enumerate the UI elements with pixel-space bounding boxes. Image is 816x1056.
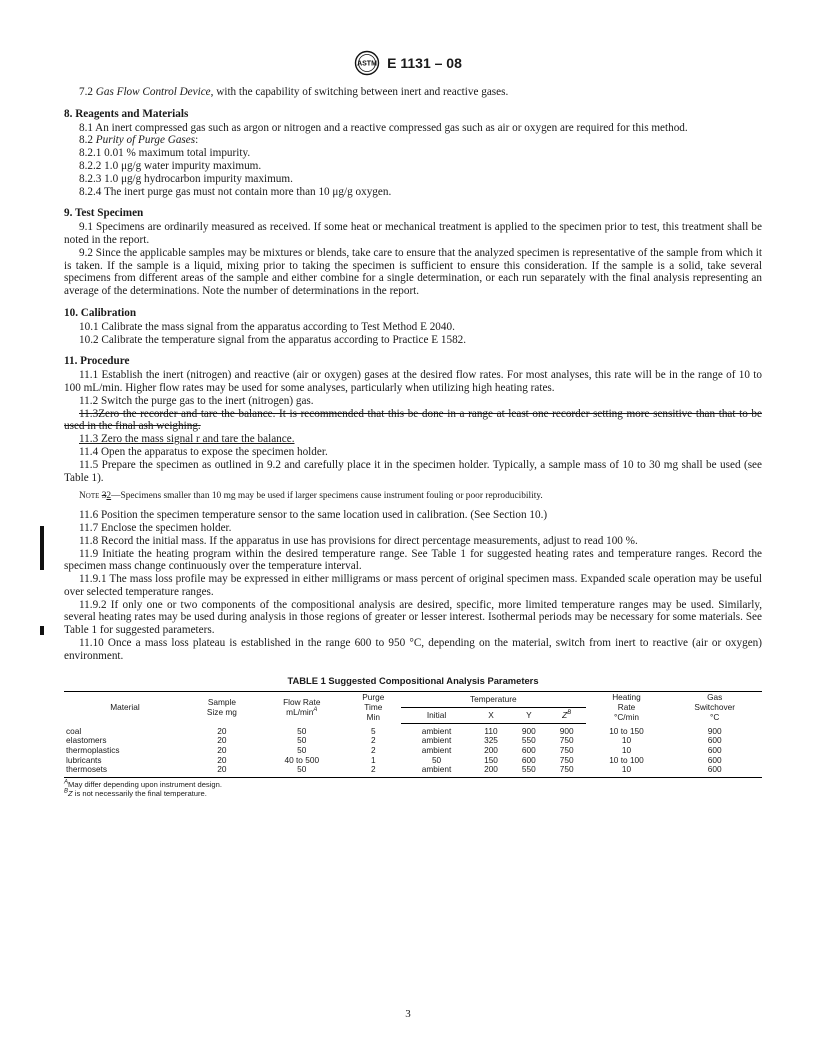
paragraph-11-5: 11.5 Prepare the specimen as outlined in 9.2 and carefully place it in the specimen holder. Typically, a sample mass of 10 to 30 mg shall be used (see Table 1). bbox=[64, 458, 762, 484]
paragraph-11-8: 11.8 Record the initial mass. If the apparatus in use has provisions for direct percentage measurements, adjust to read 100 %. bbox=[79, 534, 638, 547]
section-heading-11: 11. Procedure bbox=[64, 355, 130, 368]
paragraph-11-4: 11.4 Open the apparatus to expose the specimen holder. bbox=[79, 445, 328, 458]
document-content bbox=[64, 86, 762, 799]
astm-logo-icon bbox=[354, 50, 380, 76]
table-row: thermoplastics 20 50 2 ambient 200 600 750 10 600 bbox=[66, 744, 722, 755]
table-footnote-b: $^B$Z is not necessarily the final temperature. bbox=[64, 788, 207, 799]
table-footnote-a: $^A$May differ depending upon instrument design. bbox=[64, 779, 222, 789]
paragraph-11-10: 11.10 Once a mass loss plateau is established in the range 600 to 950 °C, depending on the material, switch from inert to reactive (air or oxygen) environment. bbox=[64, 637, 762, 662]
paragraph-8-2: 8.2 Purity of Purge Gases: bbox=[79, 134, 199, 147]
page-header bbox=[0, 50, 816, 76]
paragraph-8-2-3: 8.2.3 1.0 μg/g hydrocarbon impurity maximum. bbox=[79, 172, 293, 185]
paragraph-9-2: 9.2 Since the applicable samples may be mixtures or blends, take care to ensure that the analyzed specimen is representative of the sample from which it is taken. If the sample is a liquid, mixing prior to taking the specimen is sufficient to ensure this consideration. If the sample is a solid, take several specimens from different areas of the sample and either combine for a single determination, or each run separately with the final analysis representing an average of the determinations. Note the number of determinations in the report. bbox=[64, 246, 762, 298]
paragraph-11-7: 11.7 Enclose the specimen holder. bbox=[79, 521, 232, 534]
paragraph-8-2-2: 8.2.2 1.0 μg/g water impurity maximum. bbox=[79, 159, 262, 172]
paragraph-8-2-1: 8.2.1 0.01 % maximum total impurity. bbox=[79, 147, 251, 160]
section-heading-10: 10. Calibration bbox=[64, 306, 137, 319]
table-row: coal 20 50 5 ambient 110 900 900 10 to 150 900 bbox=[66, 725, 722, 736]
paragraph-9-1: 9.1 Specimens are ordinarily measured as received. If some heat or mechanical treatment is applied to the specimen prior to test, this treatment shall be noted in the report. bbox=[64, 221, 762, 246]
col-heating-rate: Heating Rate °C/min bbox=[586, 692, 668, 723]
table-row: lubricants 20 40 to 500 1 50 150 600 750 10 to 100 600 bbox=[66, 754, 722, 765]
col-purge-time: Purge Time Min bbox=[346, 692, 401, 723]
paragraph-8-2-4: 8.2.4 The inert purge gas must not contain more than 10 μg/g oxygen. bbox=[79, 185, 392, 198]
col-sample-size: Sample Size mg bbox=[186, 692, 258, 723]
col-z: $Z^B$ bbox=[548, 708, 586, 724]
col-temperature: Temperature bbox=[401, 692, 586, 708]
paragraph-11-1: 11.1 Establish the inert (nitrogen) and reactive (air or oxygen) gases at the desired flow rates. For most analyses, this rate will be in the range of 10 to 100 mL/min. Higher flow rates may be used for some analyses, particularly when utilizing high heating rates. bbox=[64, 369, 762, 394]
parameters-table bbox=[64, 691, 762, 777]
paragraph-11-9: 11.9 Initiate the heating program within the desired temperature range. See Table 1 for suggested heating rates and temperature ranges. Record the specimen mass change continuously over the temperature interval. bbox=[64, 547, 762, 573]
paragraph-8-1: 8.1 An inert compressed gas such as argon or nitrogen and a reactive compressed gas such as air or oxygen are required for this method. bbox=[79, 121, 688, 134]
paragraph-11-9-1: 11.9.1 The mass loss profile may be expressed in either milligrams or mass percent of original specimen mass. Expanded scale operation may be useful over selected temperature ranges. bbox=[64, 573, 762, 598]
paragraph-11-2: 11.2 Switch the purge gas to the inert (nitrogen) gas. bbox=[79, 394, 314, 407]
document-id: E 1131 – 08 bbox=[387, 55, 462, 71]
paragraph-11-9-2: 11.9.2 If only one or two components of the compositional analysis are desired, specific, more limited temperature ranges may be used. Similarly, several heating rates may be used during analysis in those regions of greater or lesser interest. Isothermal periods may be necessary for some materials. See Table 1 for suggested parameters. bbox=[64, 598, 762, 637]
paragraph-11-6: 11.6 Position the specimen temperature sensor to the same location used in calibration. (See Section 10.) bbox=[79, 509, 548, 522]
col-flow-rate: Flow Rate $mL/\min^A$ bbox=[258, 692, 346, 723]
col-initial: Initial bbox=[401, 708, 472, 724]
svg-text:ASTM: ASTM bbox=[357, 60, 378, 68]
table-row: elastomers 20 50 2 ambient 325 550 750 10 600 bbox=[66, 735, 722, 746]
paragraph-11-3-deleted: 11.3Zero the recorder and tare the balance. It is recommended that this be done in a range at least one recorder setting more sensitive than that to be used in the final ash weighing. bbox=[64, 407, 762, 433]
section-heading-9: 9. Test Specimen bbox=[64, 207, 144, 220]
paragraph-11-3-added: 11.3 Zero the mass signal r and tare the balance. bbox=[79, 433, 295, 446]
table-row: thermosets 20 50 2 ambient 200 550 750 10 600 bbox=[64, 765, 762, 777]
paragraph-10-2: 10.2 Calibrate the temperature signal from the apparatus according to Practice E 1582. bbox=[79, 333, 467, 346]
table-title: TABLE 1 Suggested Compositional Analysis Parameters bbox=[287, 674, 539, 686]
note-2: Note 32—Specimens smaller than 10 mg may be used if larger specimens cause instrument fouling or poor reproducibility. bbox=[79, 491, 543, 502]
col-y: Y bbox=[510, 708, 548, 724]
section-heading-8: 8. Reagents and Materials bbox=[64, 107, 189, 120]
change-bar bbox=[40, 526, 44, 570]
change-bar bbox=[40, 626, 44, 635]
col-material: Material bbox=[64, 692, 186, 723]
paragraph-10-1: 10.1 Calibrate the mass signal from the apparatus according to Test Method E 2040. bbox=[79, 320, 455, 333]
page-number: 3 bbox=[405, 1008, 411, 1020]
paragraph-7-2: 7.2 Gas Flow Control Device, with the capability of switching between inert and reactive gases. bbox=[79, 86, 509, 98]
col-gas-switchover: Gas Switchover °C bbox=[667, 692, 762, 723]
col-x: X bbox=[472, 708, 510, 724]
